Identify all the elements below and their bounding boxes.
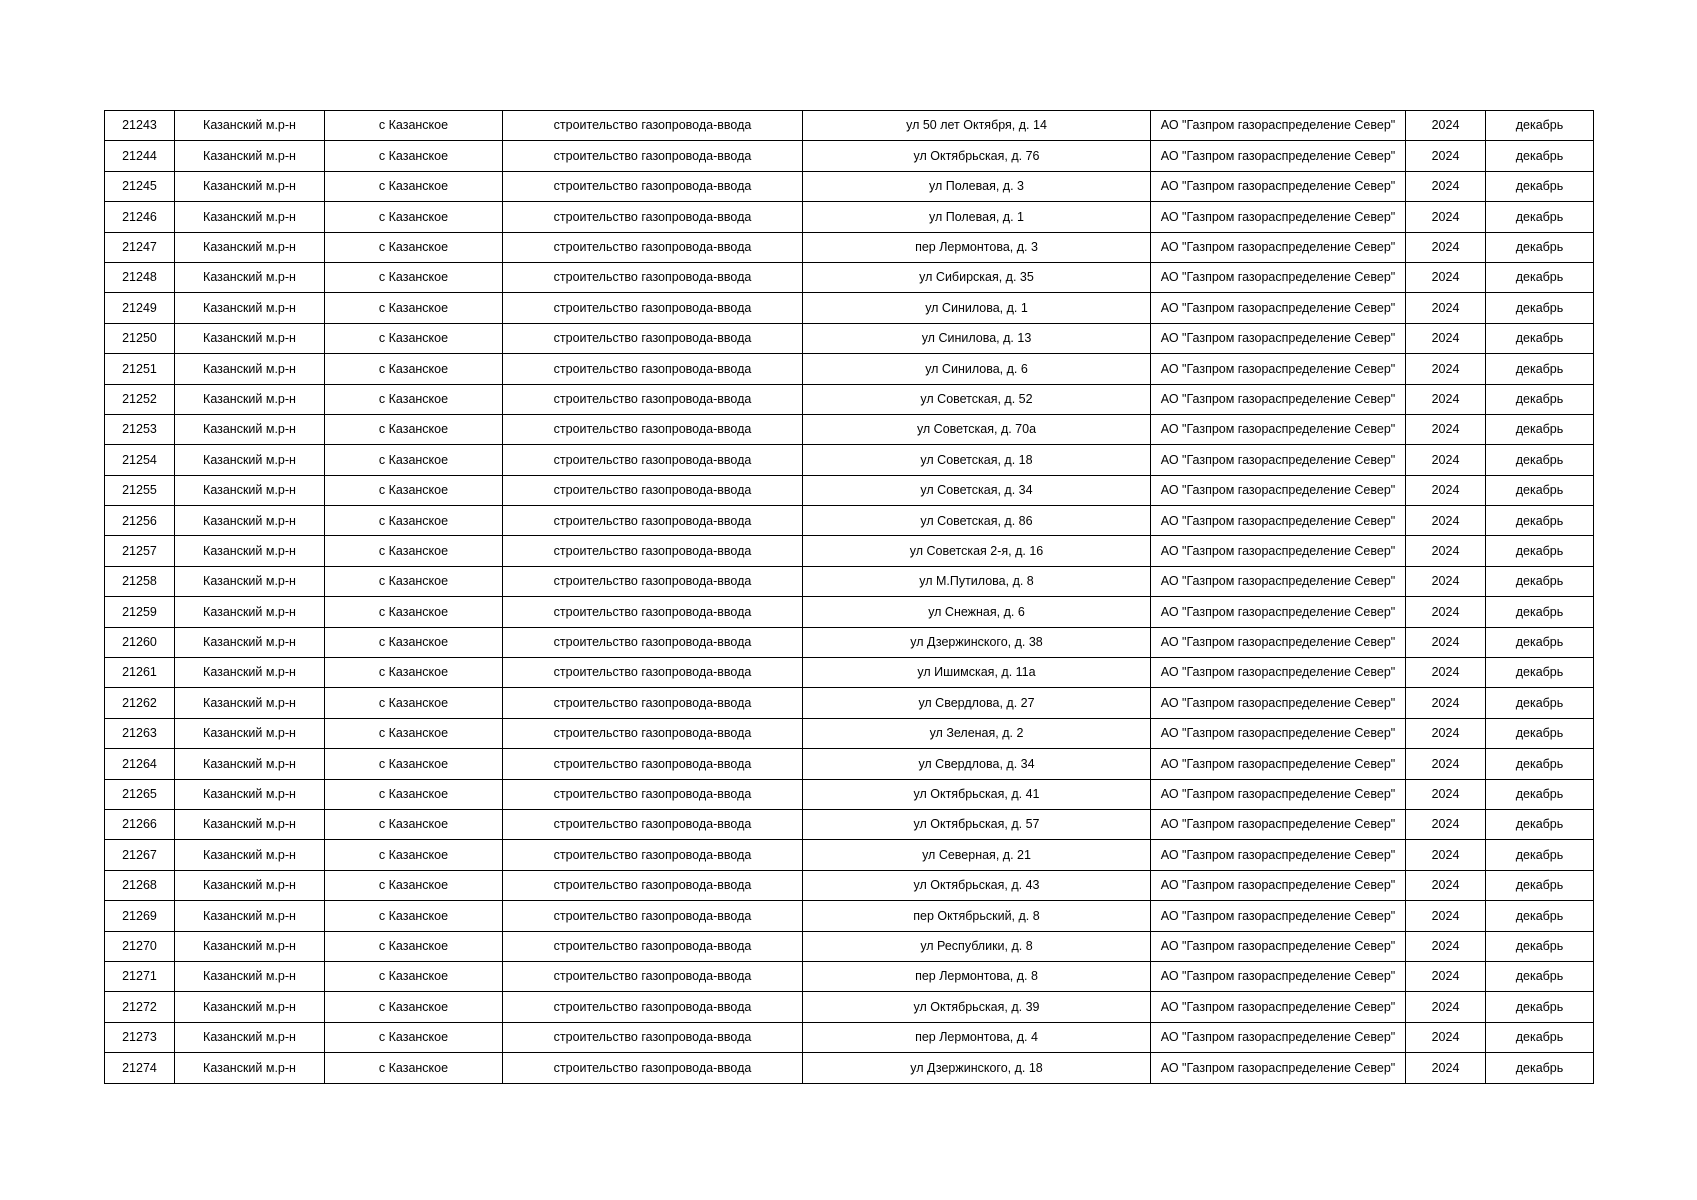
cell-record-id: 21267	[105, 840, 175, 870]
cell-month: декабрь	[1486, 901, 1594, 931]
cell-settlement: с Казанское	[325, 779, 503, 809]
cell-district: Казанский м.р-н	[175, 171, 325, 201]
table-row	[105, 111, 1594, 141]
cell-year: 2024	[1406, 566, 1486, 596]
cell-organization: АО "Газпром газораспределение Север"	[1151, 323, 1406, 353]
cell-address: ул Дзержинского, д. 18	[803, 1053, 1151, 1083]
cell-organization: АО "Газпром газораспределение Север"	[1151, 566, 1406, 596]
cell-organization: АО "Газпром газораспределение Север"	[1151, 931, 1406, 961]
cell-settlement: с Казанское	[325, 1053, 503, 1083]
cell-address: ул Полевая, д. 3	[803, 171, 1151, 201]
cell-year: 2024	[1406, 688, 1486, 718]
cell-address: ул Синилова, д. 1	[803, 293, 1151, 323]
cell-year: 2024	[1406, 232, 1486, 262]
cell-year: 2024	[1406, 414, 1486, 444]
cell-month: декабрь	[1486, 475, 1594, 505]
table-row	[105, 718, 1594, 748]
cell-organization: АО "Газпром газораспределение Север"	[1151, 414, 1406, 444]
cell-year: 2024	[1406, 384, 1486, 414]
table-row	[105, 840, 1594, 870]
cell-work-type: строительство газопровода-ввода	[503, 414, 803, 444]
cell-month: декабрь	[1486, 141, 1594, 171]
cell-district: Казанский м.р-н	[175, 809, 325, 839]
cell-settlement: с Казанское	[325, 749, 503, 779]
cell-address: ул Советская 2-я, д. 16	[803, 536, 1151, 566]
cell-year: 2024	[1406, 840, 1486, 870]
cell-record-id: 21270	[105, 931, 175, 961]
cell-organization: АО "Газпром газораспределение Север"	[1151, 202, 1406, 232]
cell-work-type: строительство газопровода-ввода	[503, 809, 803, 839]
table-row	[105, 961, 1594, 991]
table-row	[105, 232, 1594, 262]
cell-record-id: 21246	[105, 202, 175, 232]
cell-year: 2024	[1406, 475, 1486, 505]
cell-work-type: строительство газопровода-ввода	[503, 171, 803, 201]
table-row	[105, 658, 1594, 688]
cell-month: декабрь	[1486, 688, 1594, 718]
cell-address: ул Синилова, д. 13	[803, 323, 1151, 353]
cell-district: Казанский м.р-н	[175, 931, 325, 961]
cell-district: Казанский м.р-н	[175, 414, 325, 444]
cell-work-type: строительство газопровода-ввода	[503, 202, 803, 232]
cell-address: ул М.Путилова, д. 8	[803, 566, 1151, 596]
cell-work-type: строительство газопровода-ввода	[503, 293, 803, 323]
gas-connection-table	[104, 110, 1594, 1084]
cell-work-type: строительство газопровода-ввода	[503, 718, 803, 748]
cell-year: 2024	[1406, 262, 1486, 292]
cell-district: Казанский м.р-н	[175, 293, 325, 323]
cell-district: Казанский м.р-н	[175, 870, 325, 900]
cell-district: Казанский м.р-н	[175, 202, 325, 232]
cell-address: ул Советская, д. 52	[803, 384, 1151, 414]
cell-settlement: с Казанское	[325, 232, 503, 262]
cell-organization: АО "Газпром газораспределение Север"	[1151, 354, 1406, 384]
cell-year: 2024	[1406, 293, 1486, 323]
table-row	[105, 262, 1594, 292]
cell-district: Казанский м.р-н	[175, 445, 325, 475]
cell-address: ул Полевая, д. 1	[803, 202, 1151, 232]
table-row	[105, 566, 1594, 596]
cell-organization: АО "Газпром газораспределение Север"	[1151, 384, 1406, 414]
cell-month: декабрь	[1486, 658, 1594, 688]
cell-month: декабрь	[1486, 809, 1594, 839]
cell-address: ул Октябрьская, д. 39	[803, 992, 1151, 1022]
cell-work-type: строительство газопровода-ввода	[503, 536, 803, 566]
table-row	[105, 293, 1594, 323]
cell-month: декабрь	[1486, 445, 1594, 475]
cell-month: декабрь	[1486, 779, 1594, 809]
cell-address: ул Советская, д. 34	[803, 475, 1151, 505]
cell-year: 2024	[1406, 901, 1486, 931]
cell-record-id: 21244	[105, 141, 175, 171]
cell-work-type: строительство газопровода-ввода	[503, 840, 803, 870]
cell-record-id: 21269	[105, 901, 175, 931]
cell-district: Казанский м.р-н	[175, 141, 325, 171]
cell-organization: АО "Газпром газораспределение Север"	[1151, 141, 1406, 171]
cell-organization: АО "Газпром газораспределение Север"	[1151, 718, 1406, 748]
cell-district: Казанский м.р-н	[175, 475, 325, 505]
cell-settlement: с Казанское	[325, 171, 503, 201]
cell-settlement: с Казанское	[325, 414, 503, 444]
cell-month: декабрь	[1486, 506, 1594, 536]
cell-work-type: строительство газопровода-ввода	[503, 445, 803, 475]
cell-work-type: строительство газопровода-ввода	[503, 566, 803, 596]
cell-district: Казанский м.р-н	[175, 384, 325, 414]
cell-district: Казанский м.р-н	[175, 566, 325, 596]
cell-year: 2024	[1406, 506, 1486, 536]
cell-month: декабрь	[1486, 111, 1594, 141]
cell-district: Казанский м.р-н	[175, 111, 325, 141]
cell-month: декабрь	[1486, 627, 1594, 657]
cell-organization: АО "Газпром газораспределение Север"	[1151, 232, 1406, 262]
cell-district: Казанский м.р-н	[175, 992, 325, 1022]
cell-record-id: 21255	[105, 475, 175, 505]
table-row	[105, 779, 1594, 809]
cell-organization: АО "Газпром газораспределение Север"	[1151, 840, 1406, 870]
cell-record-id: 21257	[105, 536, 175, 566]
cell-work-type: строительство газопровода-ввода	[503, 688, 803, 718]
cell-record-id: 21247	[105, 232, 175, 262]
cell-work-type: строительство газопровода-ввода	[503, 141, 803, 171]
cell-organization: АО "Газпром газораспределение Север"	[1151, 1022, 1406, 1052]
cell-district: Казанский м.р-н	[175, 779, 325, 809]
cell-month: декабрь	[1486, 1022, 1594, 1052]
cell-year: 2024	[1406, 627, 1486, 657]
cell-address: пер Лермонтова, д. 3	[803, 232, 1151, 262]
cell-work-type: строительство газопровода-ввода	[503, 1053, 803, 1083]
cell-organization: АО "Газпром газораспределение Север"	[1151, 961, 1406, 991]
cell-address: ул Дзержинского, д. 38	[803, 627, 1151, 657]
cell-settlement: с Казанское	[325, 262, 503, 292]
cell-settlement: с Казанское	[325, 992, 503, 1022]
cell-record-id: 21252	[105, 384, 175, 414]
cell-address: пер Лермонтова, д. 4	[803, 1022, 1151, 1052]
table-row	[105, 202, 1594, 232]
cell-record-id: 21251	[105, 354, 175, 384]
cell-district: Казанский м.р-н	[175, 506, 325, 536]
cell-record-id: 21245	[105, 171, 175, 201]
cell-month: декабрь	[1486, 840, 1594, 870]
cell-record-id: 21273	[105, 1022, 175, 1052]
cell-year: 2024	[1406, 1022, 1486, 1052]
cell-work-type: строительство газопровода-ввода	[503, 749, 803, 779]
cell-record-id: 21259	[105, 597, 175, 627]
cell-settlement: с Казанское	[325, 536, 503, 566]
cell-month: декабрь	[1486, 384, 1594, 414]
cell-organization: АО "Газпром газораспределение Север"	[1151, 688, 1406, 718]
cell-year: 2024	[1406, 718, 1486, 748]
cell-settlement: с Казанское	[325, 445, 503, 475]
cell-district: Казанский м.р-н	[175, 840, 325, 870]
cell-work-type: строительство газопровода-ввода	[503, 597, 803, 627]
cell-address: ул Республики, д. 8	[803, 931, 1151, 961]
cell-address: ул Октябрьская, д. 43	[803, 870, 1151, 900]
cell-year: 2024	[1406, 445, 1486, 475]
table-row	[105, 1053, 1594, 1083]
cell-year: 2024	[1406, 1053, 1486, 1083]
cell-record-id: 21265	[105, 779, 175, 809]
cell-work-type: строительство газопровода-ввода	[503, 506, 803, 536]
table-row	[105, 354, 1594, 384]
table-row	[105, 475, 1594, 505]
cell-year: 2024	[1406, 354, 1486, 384]
cell-organization: АО "Газпром газораспределение Север"	[1151, 779, 1406, 809]
cell-year: 2024	[1406, 658, 1486, 688]
cell-month: декабрь	[1486, 354, 1594, 384]
cell-district: Казанский м.р-н	[175, 1053, 325, 1083]
cell-work-type: строительство газопровода-ввода	[503, 323, 803, 353]
cell-settlement: с Казанское	[325, 901, 503, 931]
cell-month: декабрь	[1486, 232, 1594, 262]
cell-address: ул Северная, д. 21	[803, 840, 1151, 870]
table-row	[105, 506, 1594, 536]
cell-year: 2024	[1406, 961, 1486, 991]
cell-organization: АО "Газпром газораспределение Север"	[1151, 506, 1406, 536]
cell-month: декабрь	[1486, 961, 1594, 991]
cell-address: ул Свердлова, д. 34	[803, 749, 1151, 779]
cell-organization: АО "Газпром газораспределение Север"	[1151, 111, 1406, 141]
cell-settlement: с Казанское	[325, 202, 503, 232]
cell-month: декабрь	[1486, 536, 1594, 566]
cell-address: ул Снежная, д. 6	[803, 597, 1151, 627]
cell-record-id: 21248	[105, 262, 175, 292]
cell-settlement: с Казанское	[325, 1022, 503, 1052]
cell-district: Казанский м.р-н	[175, 627, 325, 657]
cell-settlement: с Казанское	[325, 323, 503, 353]
cell-settlement: с Казанское	[325, 840, 503, 870]
cell-month: декабрь	[1486, 597, 1594, 627]
cell-district: Казанский м.р-н	[175, 658, 325, 688]
cell-settlement: с Казанское	[325, 111, 503, 141]
cell-month: декабрь	[1486, 202, 1594, 232]
cell-organization: АО "Газпром газораспределение Север"	[1151, 171, 1406, 201]
cell-settlement: с Казанское	[325, 658, 503, 688]
cell-address: ул 50 лет Октября, д. 14	[803, 111, 1151, 141]
cell-settlement: с Казанское	[325, 354, 503, 384]
cell-work-type: строительство газопровода-ввода	[503, 1022, 803, 1052]
cell-year: 2024	[1406, 809, 1486, 839]
cell-address: ул Октябрьская, д. 76	[803, 141, 1151, 171]
cell-work-type: строительство газопровода-ввода	[503, 870, 803, 900]
cell-month: декабрь	[1486, 293, 1594, 323]
cell-record-id: 21274	[105, 1053, 175, 1083]
cell-work-type: строительство газопровода-ввода	[503, 475, 803, 505]
cell-year: 2024	[1406, 323, 1486, 353]
table-row	[105, 901, 1594, 931]
cell-year: 2024	[1406, 536, 1486, 566]
cell-year: 2024	[1406, 779, 1486, 809]
cell-address: ул Советская, д. 86	[803, 506, 1151, 536]
cell-address: пер Октябрьский, д. 8	[803, 901, 1151, 931]
cell-month: декабрь	[1486, 171, 1594, 201]
cell-record-id: 21253	[105, 414, 175, 444]
cell-work-type: строительство газопровода-ввода	[503, 992, 803, 1022]
table-row	[105, 384, 1594, 414]
cell-work-type: строительство газопровода-ввода	[503, 111, 803, 141]
cell-organization: АО "Газпром газораспределение Север"	[1151, 293, 1406, 323]
cell-organization: АО "Газпром газораспределение Север"	[1151, 445, 1406, 475]
cell-record-id: 21260	[105, 627, 175, 657]
table-row	[105, 749, 1594, 779]
table-row	[105, 992, 1594, 1022]
cell-year: 2024	[1406, 749, 1486, 779]
cell-district: Казанский м.р-н	[175, 749, 325, 779]
cell-record-id: 21261	[105, 658, 175, 688]
cell-organization: АО "Газпром газораспределение Север"	[1151, 658, 1406, 688]
cell-record-id: 21272	[105, 992, 175, 1022]
cell-district: Казанский м.р-н	[175, 901, 325, 931]
cell-month: декабрь	[1486, 992, 1594, 1022]
cell-district: Казанский м.р-н	[175, 1022, 325, 1052]
cell-settlement: с Казанское	[325, 506, 503, 536]
cell-organization: АО "Газпром газораспределение Север"	[1151, 475, 1406, 505]
cell-work-type: строительство газопровода-ввода	[503, 961, 803, 991]
table-row	[105, 627, 1594, 657]
cell-address: ул Зеленая, д. 2	[803, 718, 1151, 748]
table-row	[105, 141, 1594, 171]
cell-year: 2024	[1406, 597, 1486, 627]
cell-settlement: с Казанское	[325, 141, 503, 171]
cell-record-id: 21243	[105, 111, 175, 141]
cell-district: Казанский м.р-н	[175, 232, 325, 262]
cell-record-id: 21271	[105, 961, 175, 991]
cell-settlement: с Казанское	[325, 931, 503, 961]
cell-record-id: 21263	[105, 718, 175, 748]
cell-organization: АО "Газпром газораспределение Север"	[1151, 870, 1406, 900]
cell-work-type: строительство газопровода-ввода	[503, 384, 803, 414]
table-row	[105, 323, 1594, 353]
cell-settlement: с Казанское	[325, 870, 503, 900]
cell-district: Казанский м.р-н	[175, 688, 325, 718]
cell-record-id: 21266	[105, 809, 175, 839]
table-row	[105, 688, 1594, 718]
cell-year: 2024	[1406, 111, 1486, 141]
table-body	[105, 111, 1594, 1084]
cell-year: 2024	[1406, 141, 1486, 171]
cell-organization: АО "Газпром газораспределение Север"	[1151, 749, 1406, 779]
cell-work-type: строительство газопровода-ввода	[503, 262, 803, 292]
cell-work-type: строительство газопровода-ввода	[503, 779, 803, 809]
cell-month: декабрь	[1486, 566, 1594, 596]
cell-address: ул Синилова, д. 6	[803, 354, 1151, 384]
table-row	[105, 171, 1594, 201]
table-row	[105, 597, 1594, 627]
cell-work-type: строительство газопровода-ввода	[503, 901, 803, 931]
cell-month: декабрь	[1486, 1053, 1594, 1083]
cell-district: Казанский м.р-н	[175, 323, 325, 353]
cell-address: ул Октябрьская, д. 41	[803, 779, 1151, 809]
cell-record-id: 21254	[105, 445, 175, 475]
cell-month: декабрь	[1486, 262, 1594, 292]
cell-district: Казанский м.р-н	[175, 961, 325, 991]
table-row	[105, 536, 1594, 566]
cell-district: Казанский м.р-н	[175, 536, 325, 566]
cell-organization: АО "Газпром газораспределение Север"	[1151, 992, 1406, 1022]
cell-settlement: с Казанское	[325, 627, 503, 657]
table-row	[105, 414, 1594, 444]
cell-month: декабрь	[1486, 323, 1594, 353]
cell-year: 2024	[1406, 992, 1486, 1022]
cell-settlement: с Казанское	[325, 597, 503, 627]
cell-work-type: строительство газопровода-ввода	[503, 354, 803, 384]
cell-organization: АО "Газпром газораспределение Север"	[1151, 809, 1406, 839]
cell-address: ул Свердлова, д. 27	[803, 688, 1151, 718]
cell-month: декабрь	[1486, 718, 1594, 748]
cell-settlement: с Казанское	[325, 566, 503, 596]
cell-work-type: строительство газопровода-ввода	[503, 658, 803, 688]
cell-record-id: 21268	[105, 870, 175, 900]
cell-work-type: строительство газопровода-ввода	[503, 232, 803, 262]
table-row	[105, 1022, 1594, 1052]
cell-settlement: с Казанское	[325, 961, 503, 991]
cell-year: 2024	[1406, 171, 1486, 201]
cell-address: ул Сибирская, д. 35	[803, 262, 1151, 292]
cell-month: декабрь	[1486, 414, 1594, 444]
cell-record-id: 21250	[105, 323, 175, 353]
cell-year: 2024	[1406, 931, 1486, 961]
cell-year: 2024	[1406, 202, 1486, 232]
cell-month: декабрь	[1486, 870, 1594, 900]
cell-work-type: строительство газопровода-ввода	[503, 627, 803, 657]
cell-organization: АО "Газпром газораспределение Север"	[1151, 536, 1406, 566]
cell-address: ул Октябрьская, д. 57	[803, 809, 1151, 839]
cell-address: ул Советская, д. 18	[803, 445, 1151, 475]
cell-organization: АО "Газпром газораспределение Север"	[1151, 262, 1406, 292]
cell-settlement: с Казанское	[325, 384, 503, 414]
cell-organization: АО "Газпром газораспределение Север"	[1151, 627, 1406, 657]
cell-settlement: с Казанское	[325, 809, 503, 839]
table-row	[105, 445, 1594, 475]
cell-month: декабрь	[1486, 931, 1594, 961]
cell-settlement: с Казанское	[325, 718, 503, 748]
cell-settlement: с Казанское	[325, 475, 503, 505]
cell-address: ул Ишимская, д. 11а	[803, 658, 1151, 688]
cell-work-type: строительство газопровода-ввода	[503, 931, 803, 961]
cell-district: Казанский м.р-н	[175, 262, 325, 292]
cell-settlement: с Казанское	[325, 688, 503, 718]
cell-year: 2024	[1406, 870, 1486, 900]
cell-district: Казанский м.р-н	[175, 354, 325, 384]
cell-organization: АО "Газпром газораспределение Север"	[1151, 1053, 1406, 1083]
cell-month: декабрь	[1486, 749, 1594, 779]
cell-record-id: 21256	[105, 506, 175, 536]
cell-record-id: 21249	[105, 293, 175, 323]
table-row	[105, 870, 1594, 900]
cell-organization: АО "Газпром газораспределение Север"	[1151, 597, 1406, 627]
cell-address: пер Лермонтова, д. 8	[803, 961, 1151, 991]
cell-record-id: 21262	[105, 688, 175, 718]
cell-record-id: 21264	[105, 749, 175, 779]
cell-settlement: с Казанское	[325, 293, 503, 323]
cell-record-id: 21258	[105, 566, 175, 596]
cell-organization: АО "Газпром газораспределение Север"	[1151, 901, 1406, 931]
cell-district: Казанский м.р-н	[175, 718, 325, 748]
table-row	[105, 809, 1594, 839]
table-row	[105, 931, 1594, 961]
cell-district: Казанский м.р-н	[175, 597, 325, 627]
cell-address: ул Советская, д. 70а	[803, 414, 1151, 444]
